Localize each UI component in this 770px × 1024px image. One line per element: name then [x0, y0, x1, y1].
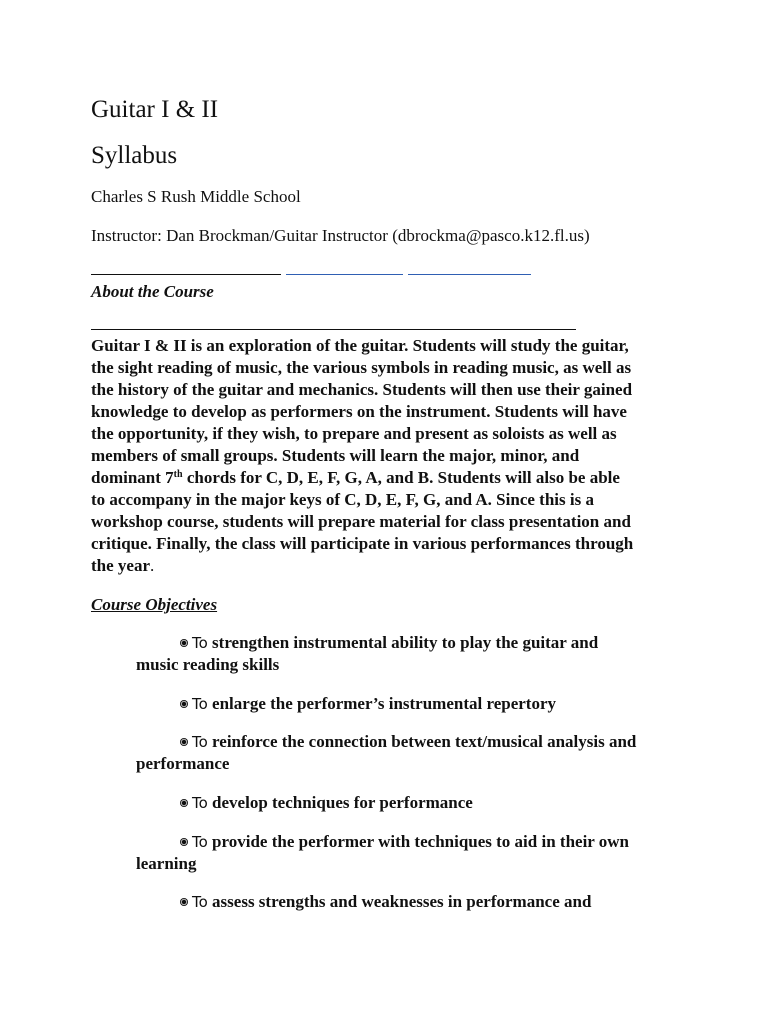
objective-prefix: To [192, 695, 208, 713]
paragraph-line: Guitar I & II is an exploration of the guitar. Students will study the guitar, [91, 336, 629, 355]
objective-text: enlarge the performer’s instrumental repertory [207, 694, 557, 713]
text-run: . [150, 556, 155, 575]
objective-text: develop techniques for performance [207, 793, 473, 812]
bullet-icon [180, 799, 188, 807]
objective-continuation: music reading skills [136, 655, 280, 674]
paragraph-line [91, 555, 691, 577]
paragraph-line: the history of the guitar and mechanics. Students will then use their gained [91, 380, 633, 399]
objective-line [136, 632, 696, 654]
objective-item [136, 731, 696, 775]
about-heading: About the Course [91, 282, 214, 301]
school-name: Charles S Rush Middle School [91, 187, 301, 206]
objective-line [136, 891, 696, 913]
paragraph-line [91, 467, 691, 489]
objective-text: reinforce the connection between text/musical analysis and [207, 732, 637, 751]
paragraph-line: the sight reading of music, the various symbols in reading music, as well as [91, 358, 632, 377]
paragraph-line: knowledge to develop as performers on the instrument. Students will have [91, 402, 627, 421]
text-run: the year [91, 556, 151, 575]
superscript: th [173, 469, 183, 480]
instructor-line: Instructor: Dan Brockman/Guitar Instructor (dbrockma@pasco.k12.fl.us) [91, 226, 590, 245]
objective-prefix: To [192, 833, 208, 851]
about-paragraph [91, 335, 691, 577]
objective-item [136, 632, 696, 676]
text-run: dominant 7 [91, 468, 174, 487]
objective-line [136, 831, 696, 853]
paragraph-line: critique. Finally, the class will participate in various performances through [91, 534, 634, 553]
paragraph-line: members of small groups. Students will learn the major, minor, and [91, 446, 580, 465]
divider-rule-link [408, 274, 531, 275]
bullet-icon [180, 639, 188, 647]
objective-line [136, 792, 696, 814]
bullet-icon [180, 898, 188, 906]
objective-prefix: To [192, 733, 208, 751]
objective-text: provide the performer with techniques to aid in their own [207, 832, 630, 851]
bullet-icon [180, 700, 188, 708]
objective-item [136, 891, 696, 913]
objective-prefix: To [192, 893, 208, 911]
paragraph-line: the opportunity, if they wish, to prepare and present as soloists as well as [91, 424, 617, 443]
objective-prefix: To [192, 794, 208, 812]
objective-item [136, 831, 696, 875]
objective-text: strengthen instrumental ability to play the guitar and [207, 633, 599, 652]
bullet-icon [180, 838, 188, 846]
objective-prefix: To [192, 634, 208, 652]
divider-rule [91, 329, 576, 330]
page-title: Guitar I & II [91, 96, 219, 123]
objective-line [136, 731, 696, 753]
objective-item [136, 693, 696, 715]
text-run: chords for C, D, E, F, G, A, and B. Students will also be able [182, 468, 620, 487]
divider-rule-link [286, 274, 403, 275]
objective-line [136, 693, 696, 715]
objectives-heading: Course Objectives [91, 595, 218, 614]
page-subtitle: Syllabus [91, 142, 178, 169]
objective-item [136, 792, 696, 814]
objective-text: assess strengths and weaknesses in performance and [207, 892, 592, 911]
bullet-icon [180, 738, 188, 746]
objective-continuation: performance [136, 754, 230, 773]
divider-rule [91, 274, 281, 275]
paragraph-line: workshop course, students will prepare material for class presentation and [91, 512, 631, 531]
paragraph-line: to accompany in the major keys of C, D, E, F, G, and A. Since this is a [91, 490, 594, 509]
objective-continuation: learning [136, 854, 197, 873]
